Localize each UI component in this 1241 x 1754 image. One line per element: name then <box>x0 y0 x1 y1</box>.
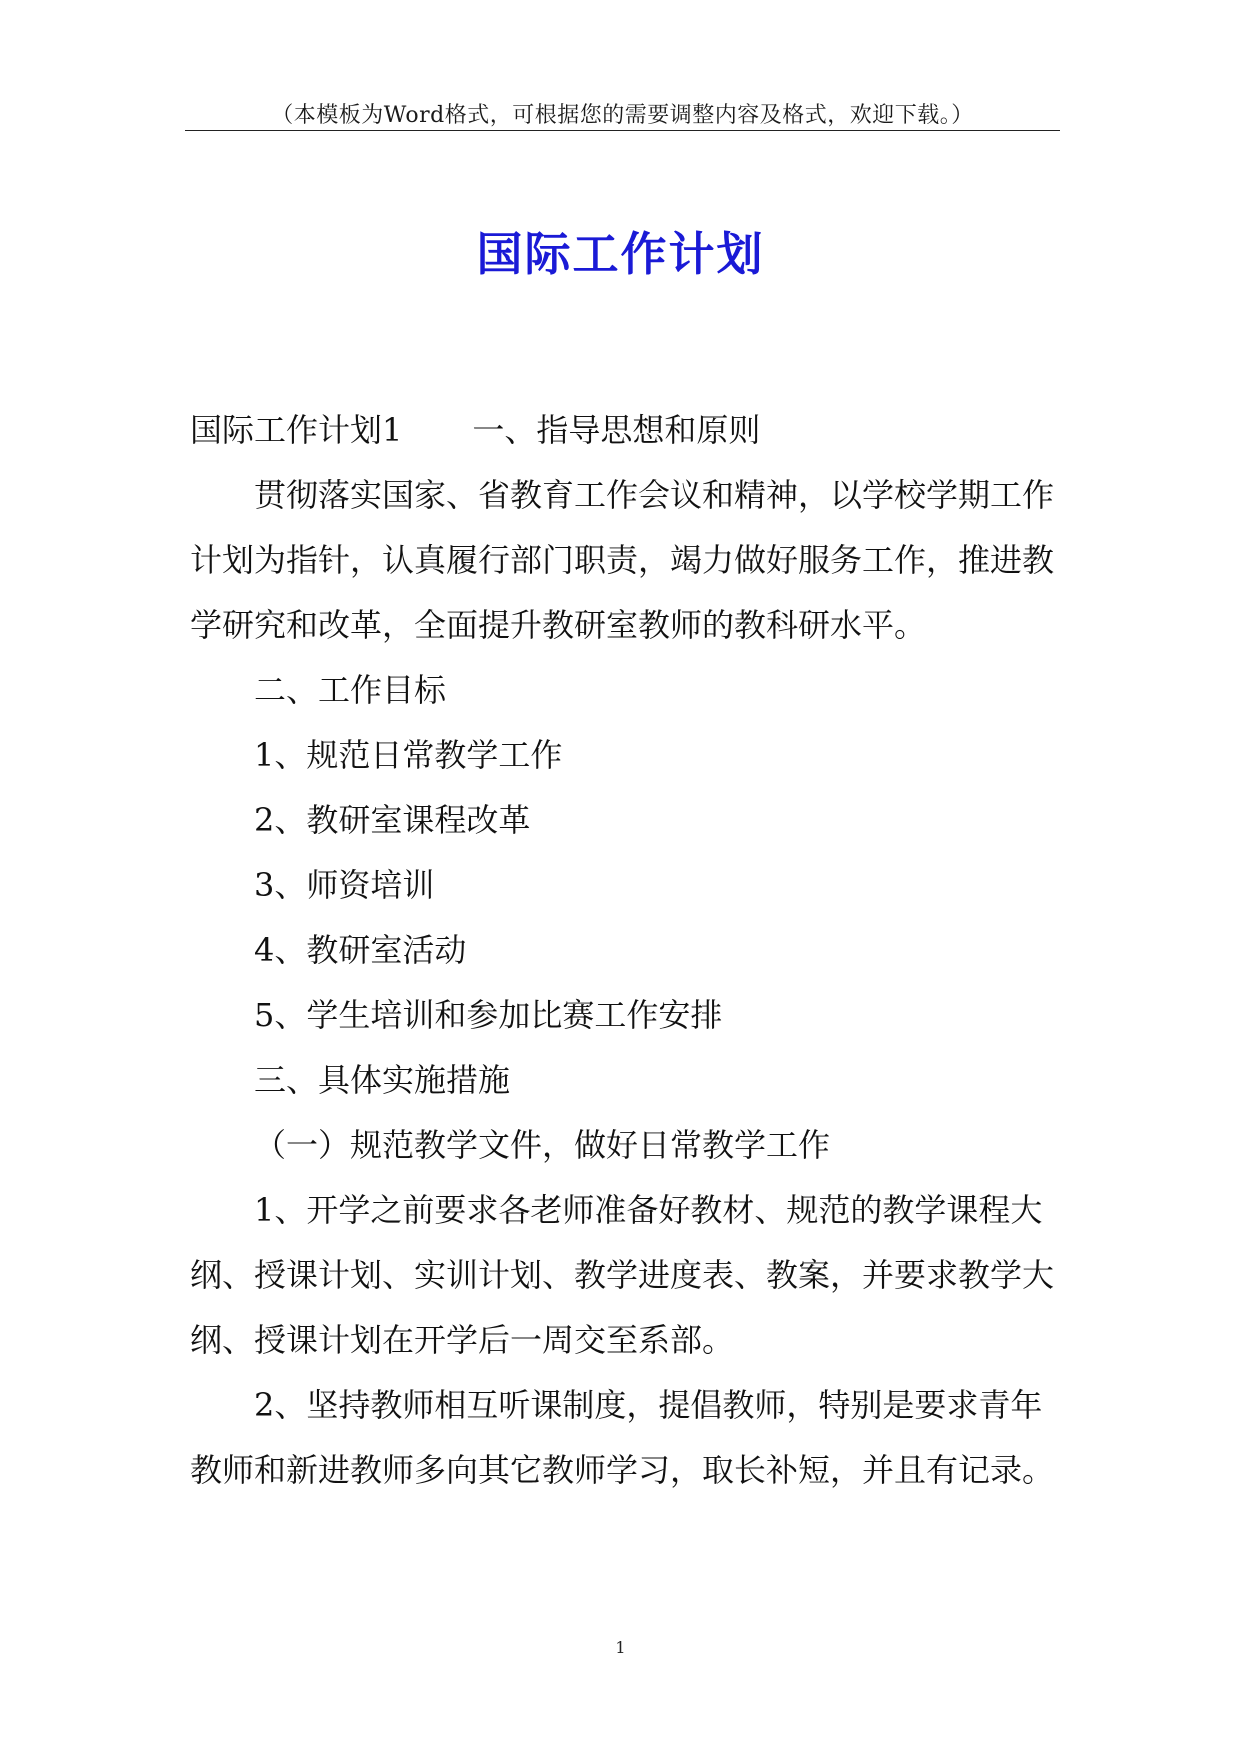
list-item: 2、教研室课程改革 <box>254 801 531 839</box>
list-item: 1、规范日常教学工作 <box>254 736 563 774</box>
list-item: 5、学生培训和参加比赛工作安排 <box>254 996 723 1034</box>
page-number: 1 <box>615 1638 626 1657</box>
section-heading-line <box>190 398 1065 463</box>
document-body <box>190 398 1065 1503</box>
subsection-heading: （一）规范教学文件，做好日常教学工作 <box>254 1126 831 1164</box>
paragraph-guiding-principle: 贯彻落实国家、省教育工作会议和精神，以学校学期工作计划为指针，认真履行部门职责，竭力做好服务工作，推进教学研究和改革，全面提升教研室教师的教科研水平。 <box>190 476 1055 644</box>
section-heading-measures: 三、具体实施措施 <box>254 1061 511 1099</box>
section-heading: 一、指导思想和原则 <box>472 411 761 449</box>
header-divider <box>185 130 1060 131</box>
list-item: 3、师资培训 <box>254 866 435 904</box>
paragraph-item-2: 2、坚持教师相互听课制度，提倡教师，特别是要求青年教师和新进教师多向其它教师学习，取长补短，并且有记录。 <box>190 1386 1055 1489</box>
plan-label: 国际工作计划1 <box>190 411 403 449</box>
header-note: （本模板为Word格式，可根据您的需要调整内容及格式，欢迎下载。） <box>271 103 974 128</box>
list-item: 4、教研室活动 <box>254 931 467 969</box>
section-heading-goals: 二、工作目标 <box>254 671 447 709</box>
paragraph-item-1: 1、开学之前要求各老师准备好教材、规范的教学课程大纲、授课计划、实训计划、教学进度表、教案，并要求教学大纲、授课计划在开学后一周交至系部。 <box>190 1191 1055 1359</box>
document-title: 国际工作计划 <box>476 227 765 281</box>
